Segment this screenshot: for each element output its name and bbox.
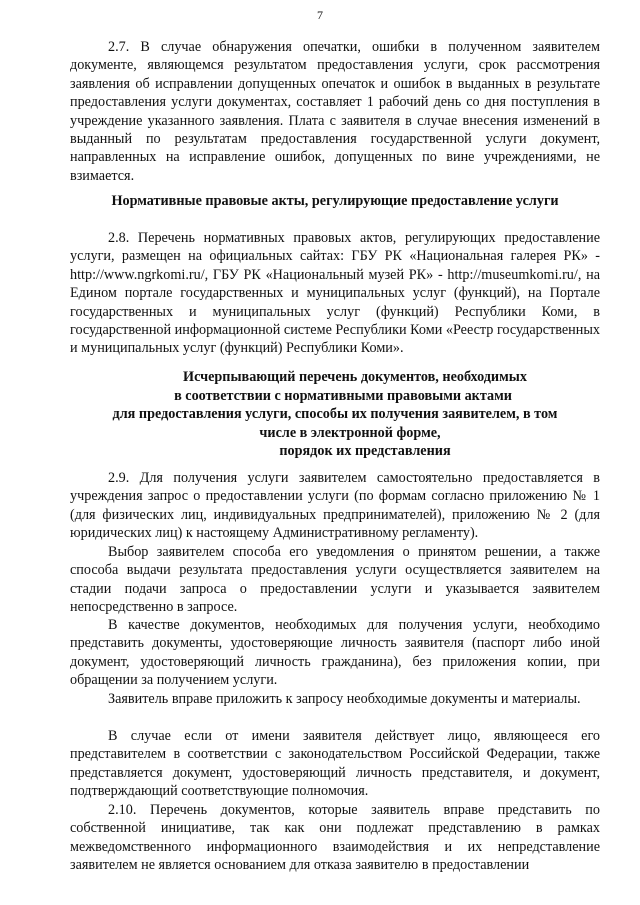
paragraph-text: 2.8. Перечень нормативных правовых актов, регулирующих предоставление услуги, размещен на официальных сайтах: ГБУ РК «Национальная галерея РК» - http://www.ngrkomi.ru/, ГБУ РК «Национальный музей РК» - http://museumkomi.ru/, на Едином портале государственных и муниципальных услуг (функций), на Портале государственных и муниципальных услуг (функций) Республики Коми, в государственной информационной системе Республики Коми «Реестр государственных и муниципальных услуг (функций) Республики Коми». bbox=[70, 230, 600, 357]
heading-line: Исчерпывающий перечень документов, необходимых bbox=[183, 369, 527, 385]
paragraph-2-8 bbox=[70, 229, 600, 358]
paragraph-2-10 bbox=[70, 801, 600, 875]
paragraph-text: В качестве документов, необходимых для получения услуги, необходимо представить документы, удостоверяющие личность заявителя (паспорт либо иной документ, удостоверяющий личность гражданина), без приложения копии, при обращении за получением услуги. bbox=[70, 617, 600, 689]
paragraph-text: 2.10. Перечень документов, которые заявитель вправе представить по собственной инициативе, так как они подлежат представлению в рамках межведомственного информационного взаимодействия и их непредставление заявителем не является основанием для отказа заявителю в предоставлении bbox=[70, 802, 600, 874]
paragraph-representative bbox=[70, 727, 600, 801]
heading-line: для предоставления услуги, способы их получения заявителем, в том bbox=[112, 406, 558, 423]
paragraph-notification-choice bbox=[70, 543, 600, 617]
paragraph-attach-materials bbox=[70, 690, 600, 708]
paragraph-text: Заявитель вправе приложить к запросу необходимые документы и материалы. bbox=[108, 691, 581, 707]
paragraph-text: 2.9. Для получения услуги заявителем самостоятельно предоставляется в учреждения запрос о предоставлении услуги (по формам согласно приложению № 1 (для физических лиц, индивидуальных предпринимателей), приложению № 2 (для юридических лиц) к настоящему Административному регламенту). bbox=[70, 470, 600, 542]
heading-line: числе в электронной форме, bbox=[259, 424, 441, 441]
section-heading-legal-acts: Нормативные правовые акты, регулирующие предоставление услуги bbox=[111, 193, 559, 209]
heading-line: в соответствии с нормативными правовыми актами bbox=[174, 387, 512, 404]
paragraph-text: Выбор заявителем способа его уведомления о принятом решении, а также способа выдачи результата предоставления услуги осуществляется заявителем на стадии подачи запроса о предоставлении услуги и указывается заявителем непосредственно в запросе. bbox=[70, 544, 600, 616]
paragraph-text: В случае если от имени заявителя действует лицо, являющееся его представителем в соответствии с законодательством Российской Федерации, также представляется документ, удостоверяющий личность представителя, и документ, подтверждающий соответствующие полномочия. bbox=[70, 728, 600, 800]
page-number: 7 bbox=[317, 8, 323, 22]
paragraph-2-9 bbox=[70, 469, 600, 543]
paragraph-2-7 bbox=[70, 38, 600, 185]
paragraph-identity-documents bbox=[70, 616, 600, 690]
section-heading-documents bbox=[70, 368, 600, 461]
heading-line: порядок их представления bbox=[279, 443, 451, 460]
paragraph-text: 2.7. В случае обнаружения опечатки, ошибки в полученном заявителем документе, являющемся результатом предоставления услуги, срок рассмотрения заявления об исправлении допущенных опечаток и ошибок в выданных в результате предоставления услуги документах, составляет 1 рабочий день со дня поступления в учреждение указанного заявления. Плата с заявителя в случае внесения изменений в выданный по результатам предоставления государственной услуги документ, направленных на исправление ошибок, допущенных по вине учреждениями, не взимается. bbox=[70, 39, 600, 184]
